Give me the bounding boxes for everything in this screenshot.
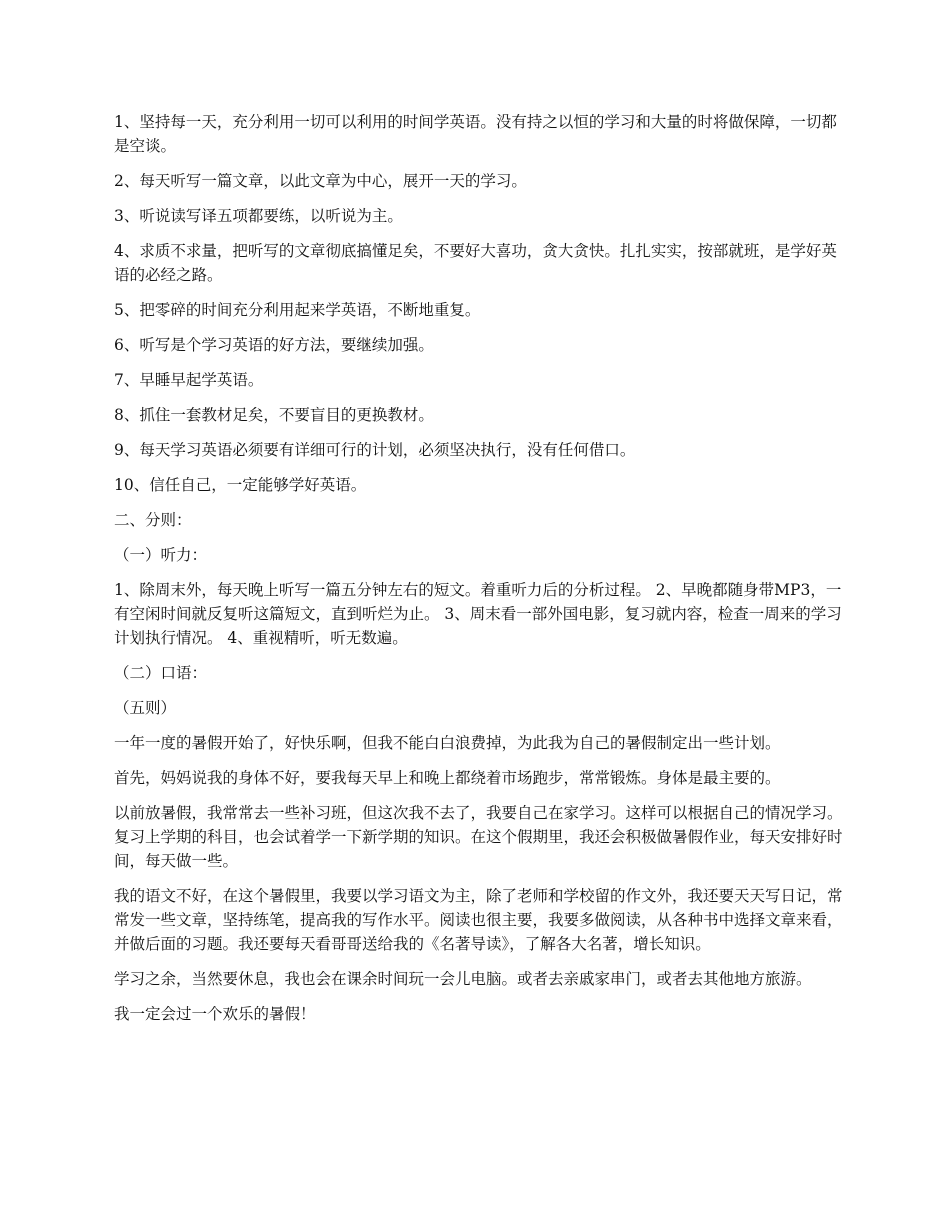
subheading-listening: （一）听力： (114, 546, 208, 564)
section-heading-rules: 二、分则： (114, 511, 192, 529)
subheading-five: （五则） (114, 699, 177, 717)
paragraph-8: 8、抓住一套教材足矣，不要盲目的更换教材。 (114, 406, 434, 424)
paragraph-summer-intro: 一年一度的暑假开始了，好快乐啊，但我不能白白浪费掉，为此我为自己的暑假制定出一些计划。 (114, 734, 781, 752)
paragraph-listening: 1、除周末外，每天晚上听写一篇五分钟左右的短文。着重听力后的分析过程。 2、早晚都随身带MP3，一有空闲时间就反复听这篇短文，直到听烂为止。 3、周末看一部外国电影，复习就内容，检查一周来的学习计划执行情况。 4、重视精听，听无数遍。 (114, 581, 842, 647)
paragraph-summer-study: 以前放暑假，我常常去一些补习班，但这次我不去了，我要自己在家学习。这样可以根据自己的情况学习。复习上学期的科目，也会试着学一下新学期的知识。在这个假期里，我还会积极做暑假作业，每天安排好时间，每天做一些。 (114, 804, 843, 870)
paragraph-10: 10、信任自己，一定能够学好英语。 (114, 476, 367, 494)
paragraph-2: 2、每天听写一篇文章，以此文章为中心，展开一天的学习。 (114, 172, 527, 190)
paragraph-summer-rest: 学习之余，当然要休息，我也会在课余时间玩一会儿电脑。或者去亲戚家串门，或者去其他地方旅游。 (114, 970, 812, 988)
paragraph-summer-closing: 我一定会过一个欢乐的暑假！ (114, 1005, 316, 1023)
paragraph-5: 5、把零碎的时间充分利用起来学英语，不断地重复。 (114, 301, 481, 319)
paragraph-4: 4、求质不求量，把听写的文章彻底搞懂足矣，不要好大喜功，贪大贪快。扎扎实实，按部就班，是学好英语的必经之路。 (114, 242, 837, 284)
paragraph-summer-chinese: 我的语文不好，在这个暑假里，我要以学习语文为主，除了老师和学校留的作文外，我还要天天写日记，常常发一些文章，坚持练笔，提高我的写作水平。阅读也很主要，我要多做阅读，从各种书中选择文章来看，并做后面的习题。我还要每天看哥哥送给我的《名著导读》，了解各大名著，增长知识。 (114, 887, 843, 953)
paragraph-1: 1、坚持每一天，充分利用一切可以利用的时间学英语。没有持之以恒的学习和大量的时将做保障，一切都是空谈。 (114, 113, 837, 155)
document-page (114, 110, 844, 1037)
subheading-speaking: （二）口语： (114, 664, 208, 682)
paragraph-7: 7、早睡早起学英语。 (114, 371, 264, 389)
paragraph-6: 6、听写是个学习英语的好方法，要继续加强。 (114, 336, 434, 354)
paragraph-9: 9、每天学习英语必须要有详细可行的计划，必须坚决执行，没有任何借口。 (114, 441, 636, 459)
paragraph-3: 3、听说读写译五项都要练，以听说为主。 (114, 207, 403, 225)
paragraph-summer-exercise: 首先，妈妈说我的身体不好，要我每天早上和晚上都绕着市场跑步，常常锻炼。身体是最主要的。 (114, 769, 781, 787)
